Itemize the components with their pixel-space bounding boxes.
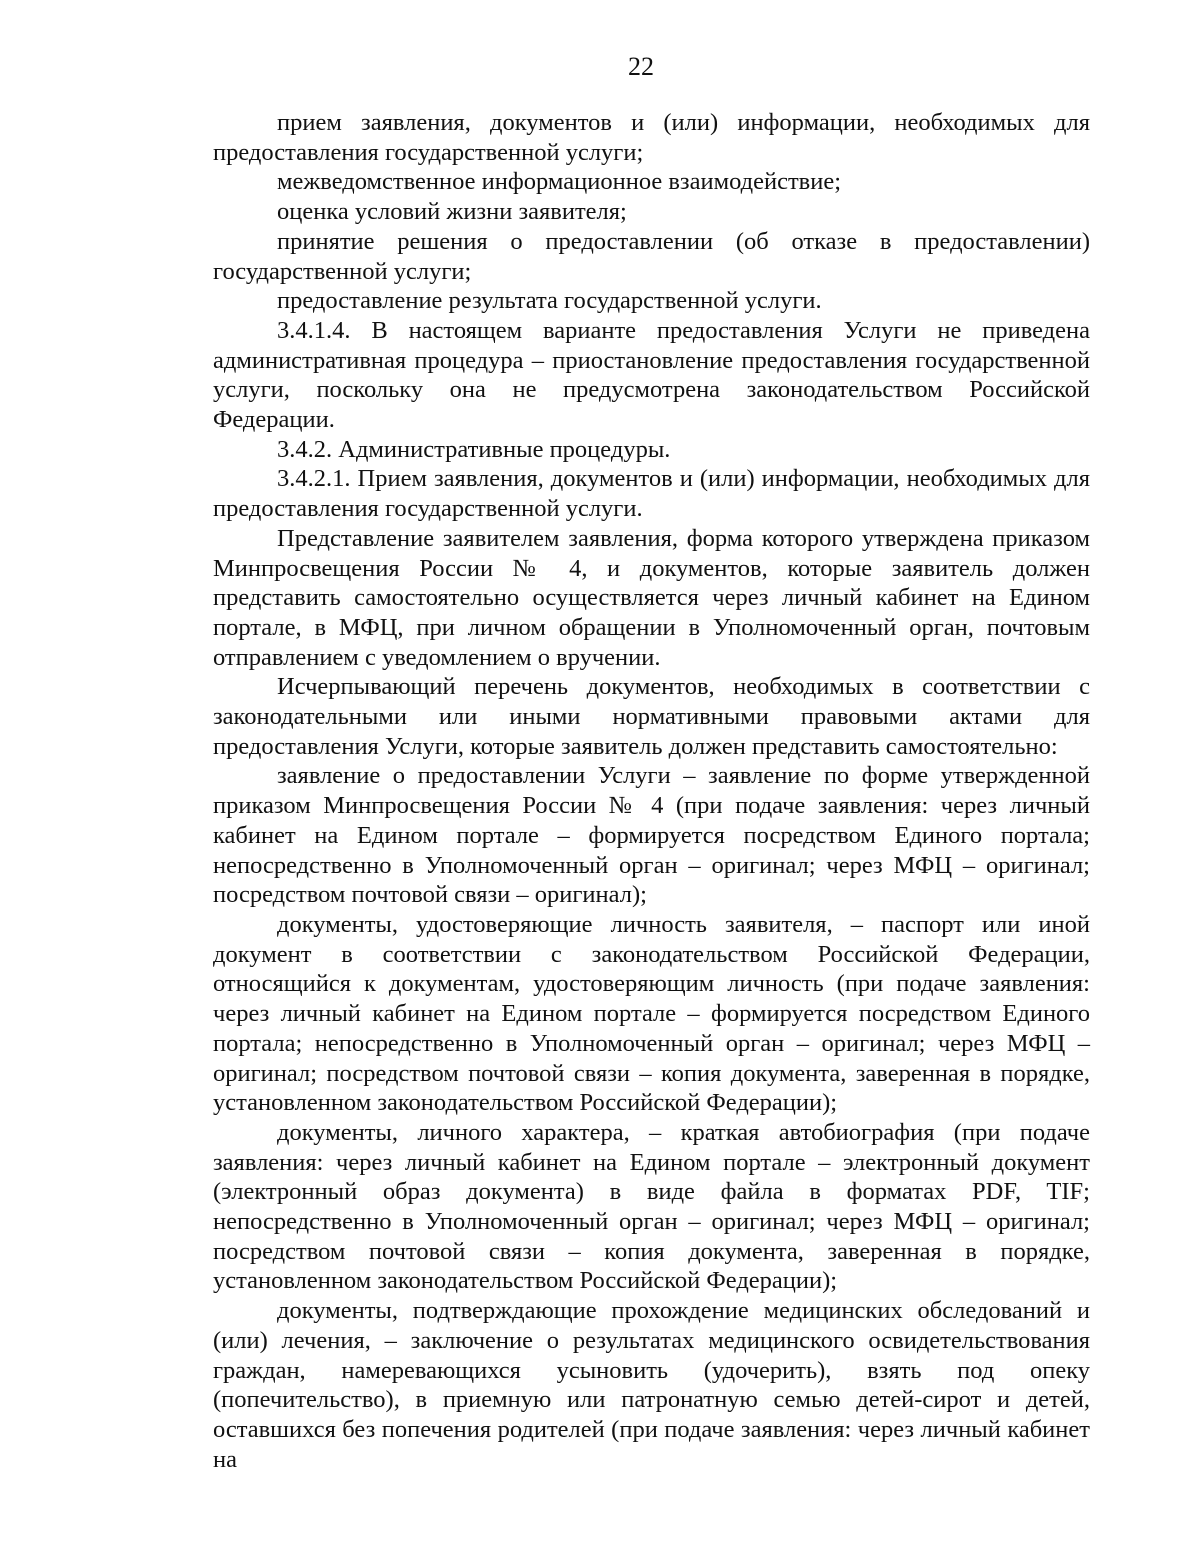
paragraph-stage-interagency: межведомственное информационное взаимодействие;	[277, 168, 842, 196]
document-body	[213, 108, 1090, 1474]
paragraph-stage-decision: принятие решения о предоставлении (об отказе в предоставлении) государственной услуги;	[213, 227, 1090, 285]
paragraph-application-submission: Представление заявителем заявления, форма которого утверждена приказом Минпросвещения России № 4, и документов, которые заявитель должен представить самостоятельно осуществляется через личный кабинет на Едином портале, в МФЦ, при личном обращении в Уполномоченный орган, почтовым отправлением с уведомлением о вручении.	[213, 524, 1090, 671]
paragraph-item-application: заявление о предоставлении Услуги – заявление по форме утвержденной приказом Минпросвещения России № 4 (при подаче заявления: через личный кабинет на Едином портале – формируется посредством Единого портала; непосредственно в Уполномоченный орган – оригинал; через МФЦ – оригинал; посредством почтовой связи – оригинал);	[213, 762, 1090, 909]
paragraph-item-personal-documents: документы, личного характера, – краткая автобиография (при подаче заявления: через личный кабинет на Едином портале – электронный документ (электронный образ документа) в виде файла в форматах PDF, TIF; непосредственно в Уполномоченный орган – оригинал; через МФЦ – оригинал; посредством почтовой связи – копия документа, заверенная в порядке, установленном законодательством Российской Федерации);	[213, 1118, 1090, 1295]
paragraph-section-3-4-2-1: 3.4.2.1. Прием заявления, документов и (или) информации, необходимых для предоставления государственной услуги.	[213, 465, 1090, 523]
paragraph-document-list-intro: Исчерпывающий перечень документов, необходимых в соответствии с законодательными или иными нормативными правовыми актами для предоставления Услуги, которые заявитель должен представить самостоятельно:	[213, 673, 1090, 760]
page-number: 22	[628, 52, 654, 81]
paragraph-section-3-4-2: 3.4.2. Административные процедуры.	[277, 435, 671, 463]
paragraph-section-3-4-1-4: 3.4.1.4. В настоящем варианте предоставления Услуги не приведена административная процедура – приостановление предоставления государственной услуги, поскольку она не предусмотрена законодательством Российской Федерации.	[213, 316, 1090, 434]
paragraph-stage-result: предоставление результата государственной услуги.	[277, 287, 822, 315]
paragraph-stage-assessment: оценка условий жизни заявителя;	[277, 198, 627, 226]
paragraph-stage-receipt: прием заявления, документов и (или) информации, необходимых для предоставления государственной услуги;	[213, 109, 1090, 166]
paragraph-item-medical-documents: документы, подтверждающие прохождение медицинских обследований и (или) лечения, – заключение о результатах медицинского освидетельствования граждан, намеревающихся усыновить (удочерить), взять под опеку (попечительство), в приемную или патронатную семью детей-сирот и детей, оставшихся без попечения родителей (при подаче заявления: через личный кабинет на	[213, 1297, 1090, 1473]
paragraph-item-identity-documents: документы, удостоверяющие личность заявителя, – паспорт или иной документ в соответствии с законодательством Российской Федерации, относящийся к документам, удостоверяющим личность (при подаче заявления: через личный кабинет на Едином портале – формируется посредством Единого портала; непосредственно в Уполномоченный орган – оригинал; через МФЦ – оригинал; посредством почтовой связи – копия документа, заверенная в порядке, установленном законодательством Российской Федерации);	[213, 910, 1090, 1117]
